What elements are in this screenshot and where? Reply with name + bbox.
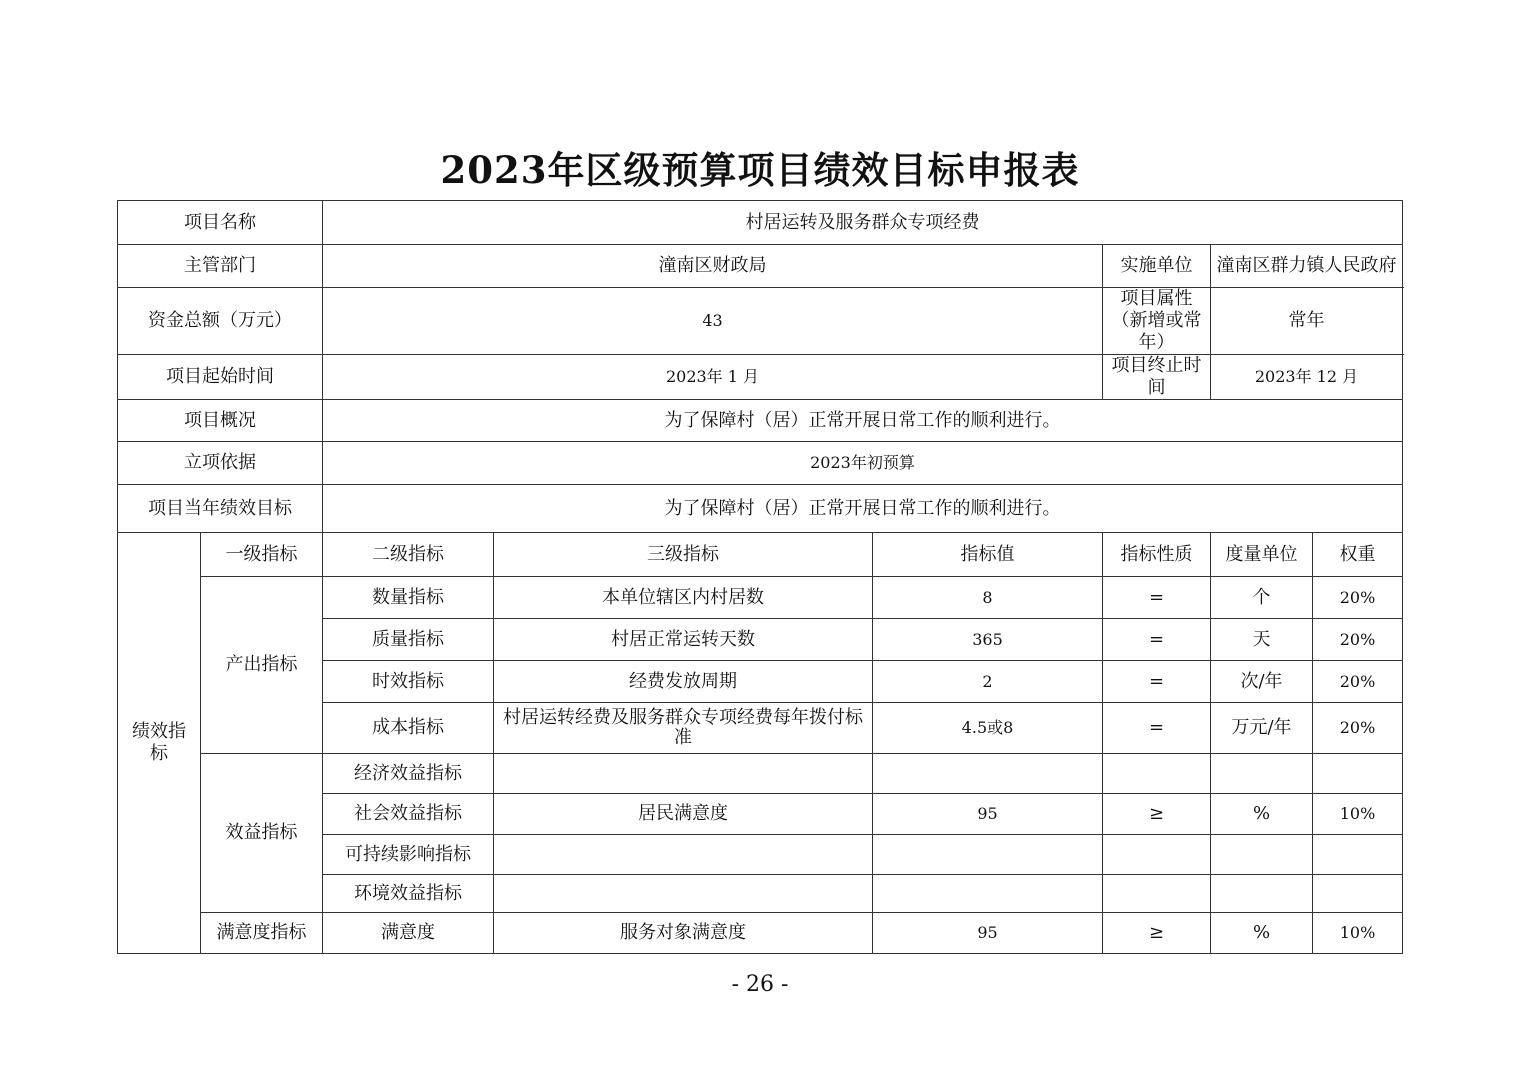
fund-label: 资金总额（万元）	[118, 288, 323, 355]
level3-cell: 居民满意度	[494, 794, 873, 835]
project-name-value: 村居运转及服务群众专项经费	[323, 201, 1403, 245]
page-number: - 26 -	[731, 972, 789, 997]
unit-cell: %	[1211, 794, 1313, 835]
header-nature: 指标性质	[1103, 533, 1211, 577]
value-cell: 2	[873, 661, 1103, 703]
row-fund	[118, 288, 1403, 355]
unit-cell: %	[1211, 913, 1313, 954]
unit-cell: 天	[1211, 619, 1313, 661]
level3-cell: 服务对象满意度	[494, 913, 873, 954]
attr-label: 项目属性（新增或常年）	[1103, 288, 1211, 355]
nature-cell	[1103, 754, 1211, 794]
unit-cell	[1211, 875, 1313, 913]
start-label: 项目起始时间	[118, 355, 323, 400]
level3-cell: 村居正常运转天数	[494, 619, 873, 661]
row-time	[118, 355, 1403, 400]
satisfaction-indicator-label: 满意度指标	[201, 913, 323, 954]
level2-cell: 质量指标	[323, 619, 494, 661]
page-title: 2023年区级预算项目绩效目标申报表	[440, 148, 1080, 192]
nature-cell	[1103, 875, 1211, 913]
level3-cell	[494, 875, 873, 913]
level3-cell	[494, 835, 873, 875]
level2-cell: 环境效益指标	[323, 875, 494, 913]
value-cell	[873, 754, 1103, 794]
row-overview	[118, 400, 1403, 442]
weight-cell: 20%	[1313, 619, 1403, 661]
weight-cell	[1313, 754, 1403, 794]
level2-cell: 社会效益指标	[323, 794, 494, 835]
header-level1: 一级指标	[201, 533, 323, 577]
weight-cell: 20%	[1313, 577, 1403, 619]
impl-value: 潼南区群力镇人民政府	[1211, 245, 1403, 288]
nature-cell: =	[1103, 661, 1211, 703]
weight-cell: 10%	[1313, 913, 1403, 954]
start-value: 2023年 1 月	[323, 355, 1103, 400]
nature-cell	[1103, 835, 1211, 875]
value-cell: 365	[873, 619, 1103, 661]
weight-cell: 20%	[1313, 703, 1403, 754]
level3-cell: 村居运转经费及服务群众专项经费每年拨付标准	[494, 703, 873, 754]
row-project-name	[118, 201, 1403, 245]
level2-cell: 时效指标	[323, 661, 494, 703]
value-cell: 95	[873, 794, 1103, 835]
row-basis	[118, 442, 1403, 485]
basis-label: 立项依据	[118, 442, 323, 485]
dept-value: 潼南区财政局	[323, 245, 1103, 288]
row-goal	[118, 485, 1403, 533]
level3-cell	[494, 754, 873, 794]
dept-label: 主管部门	[118, 245, 323, 288]
benefit-indicator-label: 效益指标	[201, 754, 323, 913]
nature-cell: =	[1103, 703, 1211, 754]
header-level3: 三级指标	[494, 533, 873, 577]
level3-cell: 经费发放周期	[494, 661, 873, 703]
basis-value: 2023年初预算	[323, 442, 1403, 485]
value-cell	[873, 875, 1103, 913]
level2-cell: 可持续影响指标	[323, 835, 494, 875]
unit-cell: 万元/年	[1211, 703, 1313, 754]
value-cell	[873, 835, 1103, 875]
nature-cell: =	[1103, 619, 1211, 661]
performance-target-table	[117, 200, 1403, 954]
nature-cell: ≥	[1103, 794, 1211, 835]
table-row	[118, 913, 1403, 954]
fund-value: 43	[323, 288, 1103, 355]
value-cell: 4.5或8	[873, 703, 1103, 754]
level2-cell: 经济效益指标	[323, 754, 494, 794]
attr-value: 常年	[1211, 288, 1403, 355]
unit-cell	[1211, 835, 1313, 875]
end-label: 项目终止时间	[1103, 355, 1211, 400]
unit-cell	[1211, 754, 1313, 794]
level2-cell: 成本指标	[323, 703, 494, 754]
overview-value: 为了保障村（居）正常开展日常工作的顺利进行。	[323, 400, 1403, 442]
level3-cell: 本单位辖区内村居数	[494, 577, 873, 619]
header-weight: 权重	[1313, 533, 1403, 577]
project-name-label: 项目名称	[118, 201, 323, 245]
indicator-header-row	[118, 533, 1403, 577]
goal-label: 项目当年绩效目标	[118, 485, 323, 533]
output-indicator-label: 产出指标	[201, 577, 323, 754]
goal-value: 为了保障村（居）正常开展日常工作的顺利进行。	[323, 485, 1403, 533]
impl-label: 实施单位	[1103, 245, 1211, 288]
indicators-section-label: 绩效指标	[118, 533, 201, 954]
nature-cell: ≥	[1103, 913, 1211, 954]
level2-cell: 满意度	[323, 913, 494, 954]
overview-label: 项目概况	[118, 400, 323, 442]
value-cell: 95	[873, 913, 1103, 954]
header-value: 指标值	[873, 533, 1103, 577]
header-unit: 度量单位	[1211, 533, 1313, 577]
header-level2: 二级指标	[323, 533, 494, 577]
unit-cell: 个	[1211, 577, 1313, 619]
nature-cell: =	[1103, 577, 1211, 619]
table-row	[118, 754, 1403, 794]
weight-cell	[1313, 875, 1403, 913]
level2-cell: 数量指标	[323, 577, 494, 619]
end-value: 2023年 12 月	[1211, 355, 1403, 400]
table-row	[118, 577, 1403, 619]
weight-cell: 20%	[1313, 661, 1403, 703]
row-department	[118, 245, 1403, 288]
value-cell: 8	[873, 577, 1103, 619]
weight-cell	[1313, 835, 1403, 875]
weight-cell: 10%	[1313, 794, 1403, 835]
unit-cell: 次/年	[1211, 661, 1313, 703]
